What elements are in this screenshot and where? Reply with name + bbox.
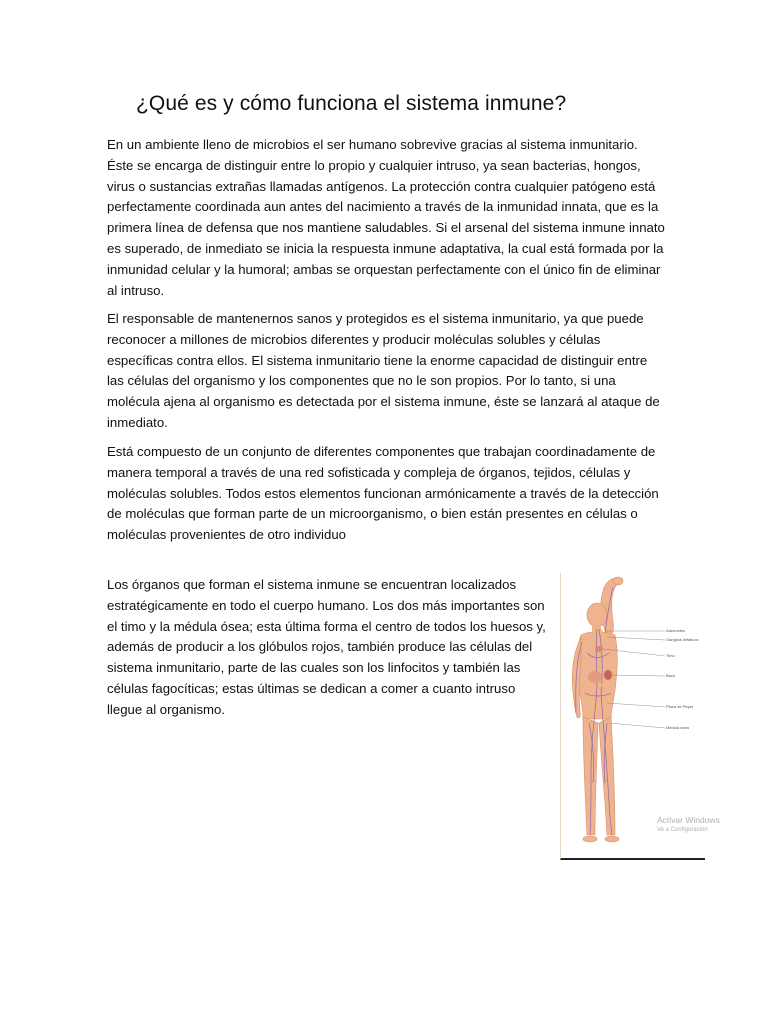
paragraph-4: Los órganos que forman el sistema inmune se encuentran localizados estratégicamente en todo el cuerpo humano. Los dos más importantes son el timo y la médula ósea; esta última forma el centro de todos los huesos y, además de producir a los glóbulos rojos, también produce las células del sistema inmunitario, parte de las cuales son los linfocitos y también las células fagocíticas; estas últimas se dedican a comer a cuanto intruso llegue al organismo. bbox=[107, 577, 546, 717]
paragraph-3: Está compuesto de un conjunto de diferentes componentes que trabajan coordinadamente de manera temporal a través de una red sofisticada y compleja de órganos, tejidos, células y moléculas solubles. Todos estos elementos funcionan armónicamente a través de la detección de moléculas que forman parte de un microorganismo, o bien están presentes en células o moléculas provenientes de otro individuo bbox=[107, 444, 659, 543]
lowered-arm bbox=[572, 637, 581, 718]
watermark-line-1: Activar Windows bbox=[657, 815, 720, 825]
label-thymus: Timo bbox=[666, 653, 675, 658]
label-spleen: Bazo bbox=[666, 673, 676, 678]
left-foot bbox=[583, 836, 597, 842]
label-lymph-nodes: Ganglios linfáticos bbox=[666, 637, 699, 642]
watermark-line-2: Ve a Configuración bbox=[657, 827, 708, 833]
hand-shape bbox=[613, 577, 623, 585]
head-shape bbox=[587, 603, 607, 627]
abdominal-organ bbox=[588, 671, 602, 683]
label-adenoids: Adenoides bbox=[666, 628, 685, 633]
label-bone-marrow: Médula ósea bbox=[666, 725, 689, 730]
spleen-organ bbox=[604, 670, 612, 680]
paragraph-1: En un ambiente lleno de microbios el ser humano sobrevive gracias al sistema inmunitario. Éste se encarga de distinguir entre lo propio y cualquier intruso, ya sean bacterias, hongos, virus o sustancias extrañas llamadas antígenos. La protección contra cualquier patógeno está perfectamente coordinada aun antes del nacimiento a través de la inmunidad innata, que es la primera línea de defensa que nos mantiene saludables. Si el arsenal del sistema inmune innato es superado, de inmediato se inicia la respuesta inmune adaptativa, la cual está formada por la inmunidad celular y la humoral; ambas se orquestan perfectamente con el único fin de eliminar al intruso. bbox=[107, 137, 665, 298]
page-title: ¿Qué es y cómo funciona el sistema inmune? bbox=[136, 92, 567, 115]
activation-watermark bbox=[657, 815, 720, 835]
label-peyer-patch: Placa de Peyer bbox=[666, 704, 694, 709]
body-lymphatic-figure bbox=[561, 573, 720, 856]
paragraph-2: El responsable de mantenernos sanos y protegidos es el sistema inmunitario, ya que puede reconocer a millones de microbios diferentes y producir moléculas solubles y células específicas contra ellos. El sistema inmunitario tiene la enorme capacidad de distinguir entre las células del organismo y los componentes que no le son propios. Por lo tanto, si una molécula ajena al organismo es detectada por el sistema inmune, éste se lanzará al ataque de inmediato. bbox=[107, 311, 660, 430]
thymus-organ bbox=[595, 646, 603, 652]
right-foot bbox=[605, 836, 619, 842]
